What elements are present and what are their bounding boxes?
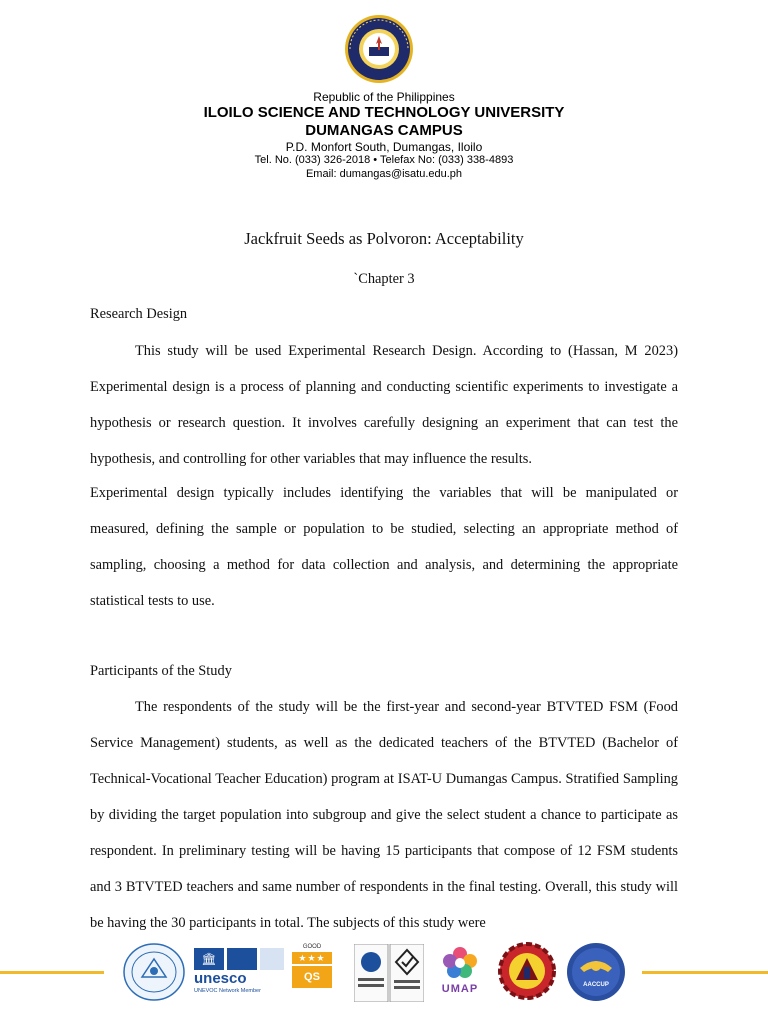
university-seal-logo xyxy=(344,14,414,84)
qs-badge: QS xyxy=(292,966,332,988)
address-line: P.D. Monfort South, Dumangas, Iloilo xyxy=(285,140,483,154)
stars-icon: ★★★ xyxy=(292,952,332,964)
chapter-label: `Chapter 3 xyxy=(353,271,415,287)
research-design-paragraph-1: This study will be used Experimental Research Design. According to (Hassan, M 2023) Experimental design is a process of planning and conducting scientific experiments to investigate a hypothesis or research question. It involves carefully designing an experiment that can test the hypothesis, and controlling for other variables that may influence the results. xyxy=(90,343,678,467)
document-title: Jackfruit Seeds as Polvoron: Acceptability xyxy=(244,229,524,248)
footer-rule-right xyxy=(642,971,768,974)
phone-line: Tel. No. (033) 326-2018 • Telefax No: (033) 338-4893 xyxy=(254,154,514,166)
university-name: ILOILO SCIENCE AND TECHNOLOGY UNIVERSITY xyxy=(203,104,565,121)
aaccup-logo xyxy=(566,942,626,1002)
aaccup-wordmark: AACCUP xyxy=(583,982,609,988)
unevoc-caption: UNEVOC Network Member xyxy=(194,988,261,994)
campus-name: DUMANGAS CAMPUS xyxy=(305,122,463,139)
unesco-temple-icon: 🏛 xyxy=(194,948,224,970)
participants-heading: Participants of the Study xyxy=(90,663,232,679)
umap-flower-icon xyxy=(443,946,477,978)
iso-ukas-certification-logo xyxy=(354,944,424,1002)
participants-paragraph: The respondents of the study will be the first-year and second-year BTVTED FSM (Food Service Management) students, as well as the dedicated teachers of the BTVTED (Bachelor of Technical-Vocational Teacher Education) program at ISAT-U Dumangas Campus. Stratified Sampling by dividing the target population into subgroup and give the select student a chance to participate as respondent. In preliminary testing will be having 15 participants that compose of 12 FSM students and 3 BTVTED teachers and same number of respondents in the final testing. Overall, this study will be having the 30 participants in total. The subjects of this study were xyxy=(90,699,678,931)
research-design-paragraph-2: Experimental design typically includes identifying the variables that will be manipulated or measured, defining the sample or population to be studied, selecting an appropriate method of sampling, choosing a method for data collection and analysis, and determining the appropriate statistical tests to use. xyxy=(90,485,678,609)
research-design-heading: Research Design xyxy=(90,306,188,322)
qs-stars-logo xyxy=(292,944,332,1002)
email-line: Email: dumangas@isatu.edu.ph xyxy=(305,168,463,180)
umap-wordmark: UMAP xyxy=(441,983,479,995)
umap-logo xyxy=(438,946,482,1002)
qs-good-label: GOOD xyxy=(302,944,322,950)
footer-rule-left xyxy=(0,971,104,974)
republic-line: Republic of the Philippines xyxy=(313,90,455,104)
unesco-logo xyxy=(194,948,288,1004)
unevoc-globe-icon xyxy=(227,948,257,970)
aaccup-seal-icon xyxy=(566,942,626,1002)
technology-gear-logo xyxy=(498,940,556,1002)
isatu-seal-logo xyxy=(122,943,186,1001)
unesco-wordmark: unesco xyxy=(194,970,247,987)
